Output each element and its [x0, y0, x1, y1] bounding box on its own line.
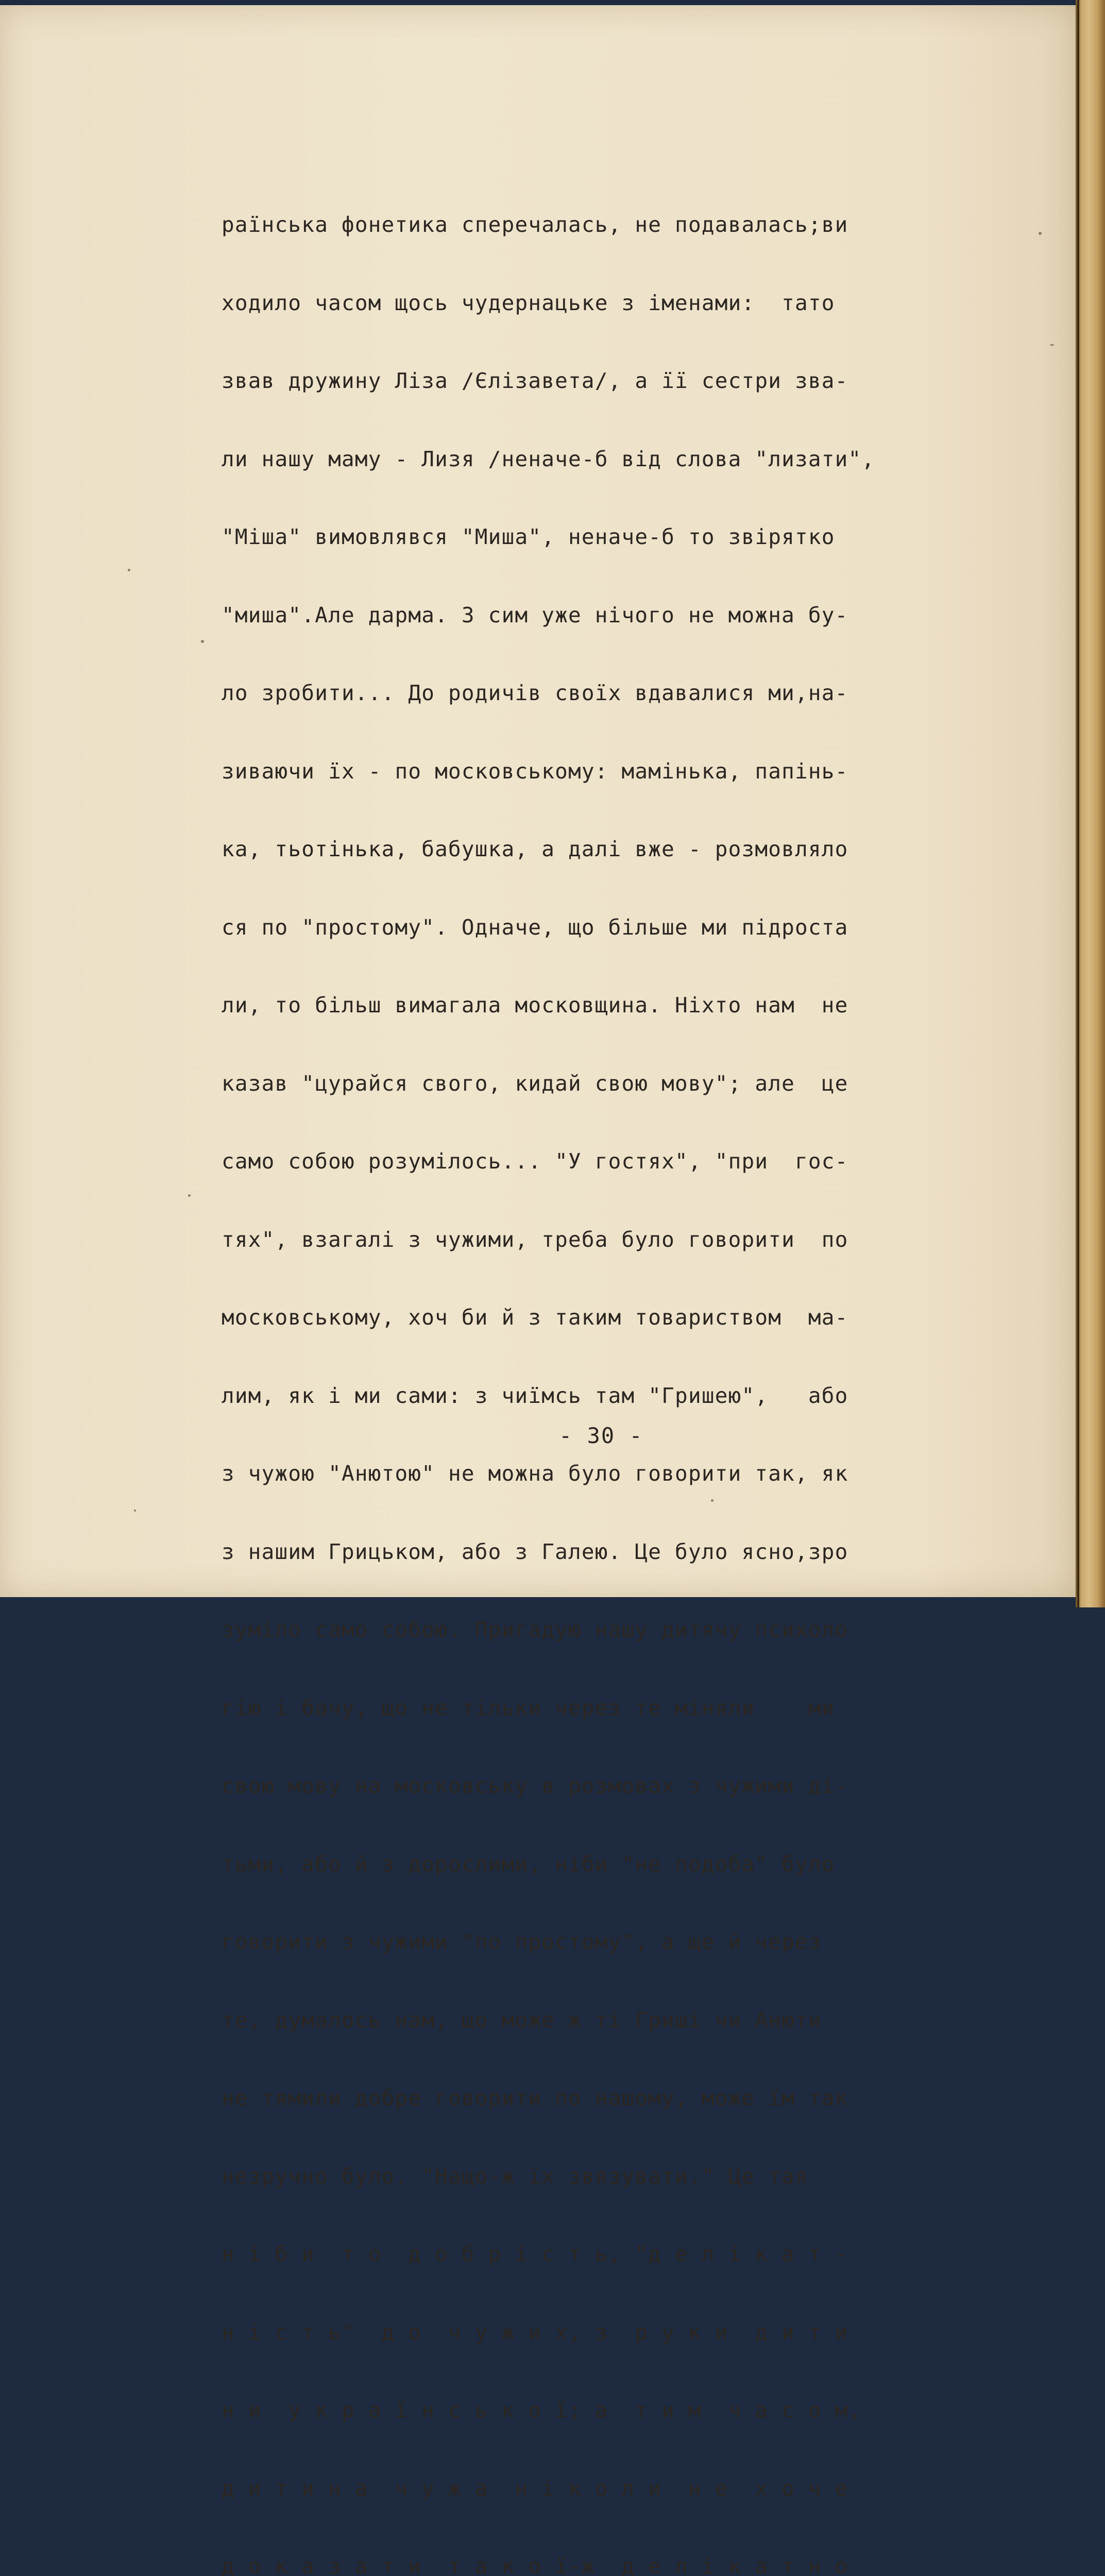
text-line: з нашим Грицьком, або з Галею. Це було ясно,зро — [222, 1539, 848, 1564]
text-line: не тямили добре говорити по нашому, може їм так — [222, 2086, 848, 2110]
text-line: ка, тьотінька, бабушка, а далі вже - розмовляло — [222, 837, 848, 861]
text-line: говорити з чужими "по простому", а ще й через — [222, 1929, 822, 1954]
text-line: раїнська фонетика сперечалась, не подавалась;ви — [222, 212, 848, 237]
page-number: - 30 - — [559, 1423, 643, 1448]
text-line: д о к а з а т и т а к о ї-ж д е л і к а т н о — [222, 2554, 848, 2576]
text-line: свою мову на московську в розмовах з чужими ді- — [222, 1773, 848, 1798]
text-line: ли, то більш вимагала московщина. Ніхто нам не — [222, 993, 848, 1018]
paper-speck — [711, 1499, 713, 1502]
text-line: те, думалось нам, що може ж ті Гриші чи Анюти — [222, 2007, 822, 2032]
text-line: "миша".Але дарма. З сим уже нічого не можна бу- — [222, 602, 848, 628]
text-line: ся по "простому". Одначе, що більше ми підроста — [222, 914, 848, 940]
document-page — [0, 5, 1076, 2576]
text-line: тях", взагалі з чужими, треба було говорити по — [222, 1227, 848, 1252]
paper-speck — [134, 1510, 136, 1512]
text-line: казав "цурайся свого, кидай свою мову"; але це — [222, 1071, 848, 1096]
text-line: лим, як і ми сами: з чиїмсь там "Гришею", або — [222, 1383, 848, 1408]
text-line: московському, хоч би й з таким товариством ма- — [222, 1305, 848, 1330]
text-line: "Міша" вимовлявся "Миша", неначе-б то звірятко — [222, 524, 835, 549]
text-line: незручно було. "Нащо-ж їх звязувати." Це тая — [222, 2163, 808, 2189]
book-spine-edge — [1076, 0, 1105, 1607]
text-line: само собою розумілось... "У гостях", "при гос- — [222, 1149, 848, 1174]
text-line: звав дружину Ліза /Єлізавета/, а її сестри зва- — [222, 368, 848, 393]
text-line: д и т и н а ч у ж а н і к о л и н е х о ч е — [222, 2476, 848, 2501]
paper-speck — [1039, 232, 1042, 235]
text-line: н и у к р а ї н с ь к о ї; а т и м ч а с о м, — [222, 2398, 862, 2422]
text-line: зиваючи їх - по московському: мамінька, папінь- — [222, 758, 848, 784]
paper-speck — [188, 1194, 191, 1197]
paper-speck — [201, 640, 204, 643]
text-line: ходило часом щось чудернацьке з іменами: тато — [222, 290, 835, 315]
text-line: н і с т ь" д о ч у ж и х, з р у к и д и т и — [222, 2319, 848, 2345]
text-line: тьми, або й з дорослими, ніби "не подоба" було — [222, 1851, 835, 1876]
page-edge-line — [1077, 0, 1079, 1607]
body-text — [222, 160, 1035, 2576]
paper-speck — [1050, 344, 1054, 346]
paper-speck — [128, 569, 130, 571]
text-line: н і б и т о д о б р і с т ь, "д е л і к а т - — [222, 2242, 848, 2266]
scan-bottom-border — [0, 1597, 1076, 1607]
text-line: гію і бачу, що не тільки через те міняли ми — [222, 1695, 835, 1720]
text-line: зуміло само собою. Пригадую нашу дитячу психоло — [222, 1617, 848, 1642]
text-line: ло зробити... До родичів своїх вдавалися ми,на- — [222, 681, 848, 705]
text-line: з чужою "Анютою" не можна було говорити так, як — [222, 1461, 848, 1486]
text-line: ли нашу маму - Лизя /неначе-б від слова "лизати", — [222, 446, 875, 471]
